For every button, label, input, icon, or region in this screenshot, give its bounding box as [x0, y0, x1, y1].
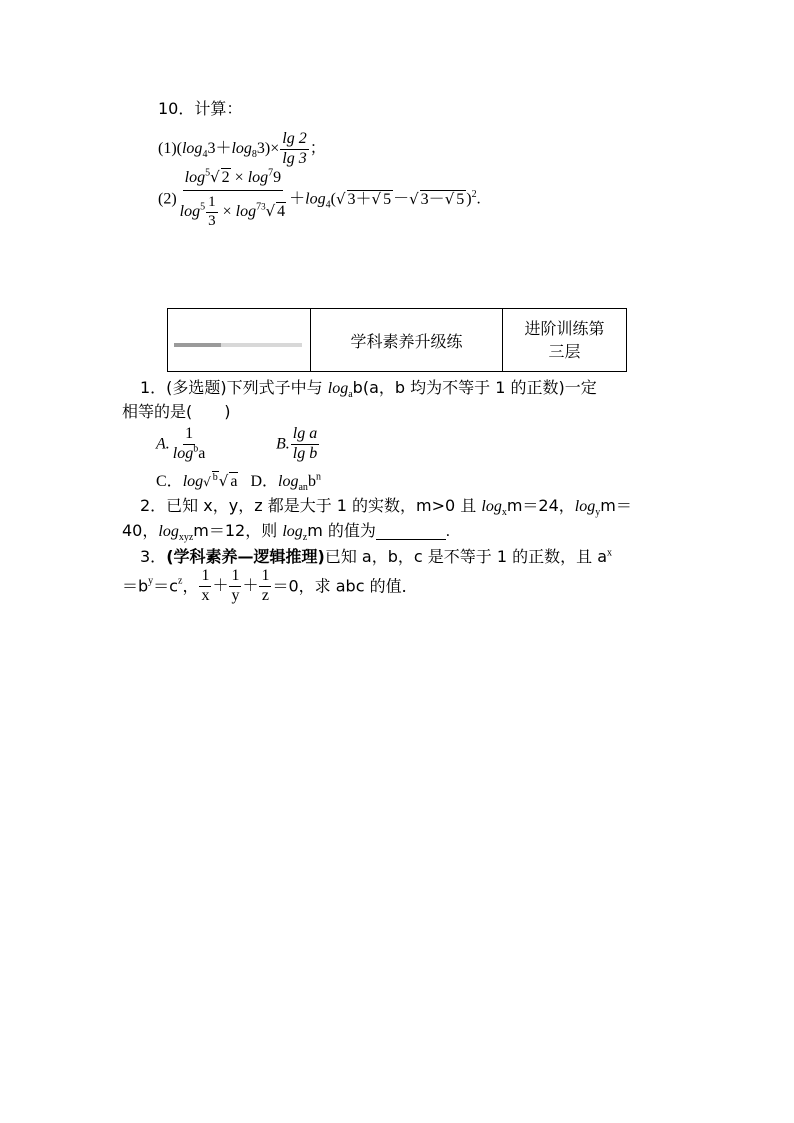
q10-p2-num-sup-b: 7: [268, 167, 274, 179]
q1-opt-c-log: log: [182, 473, 204, 490]
q10-p2-den-log-a: log: [179, 202, 201, 220]
q3-f3-num: 1: [259, 568, 271, 587]
q3-f1-den: x: [201, 586, 210, 604]
q3-line2: [122, 568, 418, 605]
q10-p2-close: ): [466, 190, 472, 208]
q10-p2-num-sup-a: 5: [205, 167, 211, 179]
q3-sup-y: y: [148, 575, 154, 587]
q1-opt-a-num: 1: [183, 426, 195, 445]
q10-p1-arg3b: 3)×: [256, 139, 280, 157]
q10-p2-den-rad-b: 4: [277, 202, 286, 220]
q3-line2-c: ，: [182, 576, 199, 596]
q3-f2-num: 1: [229, 568, 241, 587]
q10-p2-minus: －: [393, 190, 410, 208]
q10-p1-sub8: 8: [251, 149, 257, 161]
q3-tag: (学科素养—逻辑推理): [166, 547, 325, 566]
q10-p1-tail: ；: [309, 139, 326, 157]
q3-sup-z: z: [177, 575, 183, 587]
q2-log-z: log: [282, 523, 303, 540]
q3-line2-a: ＝b: [122, 576, 149, 596]
q2-val-xyz: m＝12，则: [193, 521, 283, 540]
q1-opt-a-den-log: log: [172, 444, 194, 462]
sqrt-icon: √: [371, 189, 382, 208]
q10-p2-plus: ＋: [289, 190, 306, 208]
q1-opt-b-label: B.: [276, 435, 290, 453]
q10-p2-num-arg-b: 9: [273, 169, 282, 186]
q1-opt-d-label: D．: [250, 473, 279, 490]
q1-opt-d-log: log: [278, 473, 299, 490]
q10-p2-num-rad-a: 2: [221, 169, 230, 186]
q10-p2-den-frac: [206, 195, 218, 230]
q1-opt-b-frac: [291, 426, 319, 463]
q10-p2-den-log-b: log: [235, 202, 257, 220]
q1-log-sub: a: [348, 389, 353, 401]
banner-title: 学科素养升级练: [311, 309, 503, 372]
q1-line2: 相等的是( ): [122, 402, 231, 421]
q3-f3-den: z: [261, 586, 270, 604]
q3-line1: [140, 549, 612, 566]
q1-options-cd: [156, 471, 321, 494]
q10-p2-denominator: [178, 191, 289, 230]
q1-line1-b: b(a，b 均为不等于 1 的正数)一定: [352, 378, 597, 397]
q10-p1-lead: (1)(: [158, 139, 182, 157]
q1-log: log: [327, 380, 349, 397]
q2-val-y: m＝: [600, 496, 632, 515]
q10-p2-open: (: [330, 190, 336, 208]
q1-line1: [140, 378, 597, 401]
banner-level-line2: 三层: [548, 342, 581, 361]
sqrt-icon: √: [218, 472, 229, 490]
q10-p2-num-log-a: log: [184, 169, 206, 186]
sqrt-icon: √: [409, 190, 419, 209]
q10-p2-den-root-index: 3: [261, 201, 266, 212]
q10-p2-rad2b: 5: [456, 190, 465, 208]
q10-p2-den-sup-a: 5: [200, 201, 206, 213]
q1-opt-c-label: C．: [156, 473, 183, 490]
sqrt-icon: √: [335, 190, 346, 209]
q2-line1: [140, 496, 632, 519]
q3-eq: ＝0，求 abc 的值．: [272, 576, 418, 596]
q2-line1-a: 2．已知 x，y，z 都是大于 1 的实数，m>0 且: [140, 496, 482, 515]
q1-opt-c-rad-base: b: [212, 471, 218, 483]
q2-log-xyz: log: [158, 523, 179, 540]
q10-heading: 10．计算：: [158, 99, 243, 118]
q1-opt-b-den: lg b: [292, 444, 318, 462]
q2-sub-z: z: [302, 532, 308, 544]
q10-p2-end: .: [476, 190, 481, 208]
q10-p1-frac-den: lg 3: [282, 149, 307, 167]
q2-sub-xyz: xyz: [178, 532, 194, 544]
section-banner: [167, 308, 627, 372]
q10-p2-times2: ×: [222, 202, 232, 220]
sqrt-icon: √: [210, 168, 220, 186]
q3-lead: 3．: [140, 547, 167, 566]
progress-bar-fill: [174, 343, 221, 347]
q3-plus2: ＋: [242, 577, 259, 595]
q1-option-b: [276, 426, 320, 463]
q3-sup-x: x: [607, 547, 613, 559]
q10-p2-rad2: 3－: [420, 190, 445, 208]
q10-p1-arg3: 3＋: [207, 139, 232, 157]
q10-part2: [158, 167, 481, 229]
q10-p2-den-frac-den: 3: [208, 212, 216, 229]
q10-p2-rad1-group: [347, 190, 394, 208]
q3-text1: 已知 a，b，c 是不等于 1 的正数，且 a: [324, 547, 608, 566]
q2-sub-x: x: [501, 507, 507, 519]
q3-frac-z: [259, 568, 271, 605]
banner-level-line1: 进阶训练第: [524, 318, 605, 338]
q1-opt-a-den-arg: a: [198, 444, 206, 462]
q3-line2-b: ＝c: [153, 576, 178, 596]
q10-part1: [158, 131, 326, 168]
q1-opt-a-den: [171, 445, 208, 463]
q3-frac-y: [229, 568, 241, 605]
q2-line2-a: 40，: [122, 521, 159, 540]
q1-line1-a: 1．(多选题)下列式子中与: [140, 378, 328, 397]
q10-p2-rad1: 3＋: [347, 190, 372, 208]
q10-p2-fraction: [178, 167, 289, 229]
banner-level: [503, 309, 627, 372]
q2-val-z: m 的值为: [307, 521, 376, 540]
progress-bar: [174, 343, 302, 347]
q1-opt-a-frac: [171, 426, 208, 463]
q1-opt-d-arg: b: [307, 473, 316, 490]
q3-plus1: ＋: [212, 577, 229, 595]
q10-p2-numerator: [183, 167, 284, 191]
q1-option-a: [156, 426, 208, 463]
q2-val-x: m＝24，: [506, 496, 575, 515]
q10-p1-log4: log: [181, 139, 203, 157]
q10-p1-log8: log: [231, 139, 252, 157]
sqrt-icon: √: [444, 189, 455, 208]
q10-p1-frac-num: lg 2: [280, 131, 308, 150]
banner-progress-cell: [168, 309, 311, 372]
cube-root-icon: √: [265, 201, 276, 220]
q10-p2-lead: (2): [158, 190, 177, 208]
q10-p2-exp: 2: [471, 188, 477, 200]
q1-opt-b-num: lg a: [291, 426, 319, 445]
q1-opt-d-sub: an: [298, 482, 308, 494]
sqrt-icon: √: [203, 475, 211, 489]
q2-log-x: log: [481, 498, 502, 515]
q10-p2-rad1b: 5: [383, 190, 392, 208]
q2-end: .: [445, 523, 450, 540]
q10-p2-log4: log: [305, 190, 326, 208]
q10-p2-den-sup-b: 7: [256, 201, 262, 213]
q2-line2: [122, 521, 450, 544]
q10-p2-times1: ×: [234, 169, 244, 186]
q10-p2-num-log-b: log: [247, 169, 269, 186]
q10-p2-rad2-group: [420, 190, 467, 208]
q10-p2-sub4: 4: [325, 199, 331, 211]
q2-log-y: log: [574, 498, 596, 515]
q2-answer-blank[interactable]: [376, 538, 446, 540]
q1-opt-a-den-sup: b: [193, 443, 199, 455]
q2-sub-y: y: [595, 507, 601, 519]
q3-f1-num: 1: [199, 568, 211, 587]
q1-opt-a-label: A.: [156, 435, 170, 453]
q3-frac-x: [199, 568, 211, 605]
q10-p1-sub4: 4: [202, 149, 208, 161]
q10-p1-fraction: [280, 131, 308, 168]
q1-opt-d-sup: n: [315, 471, 321, 483]
q1-opt-c-rad-arg: a: [230, 473, 238, 490]
q10-p2-den-frac-num: 1: [206, 195, 218, 213]
q3-f2-den: y: [231, 586, 240, 604]
